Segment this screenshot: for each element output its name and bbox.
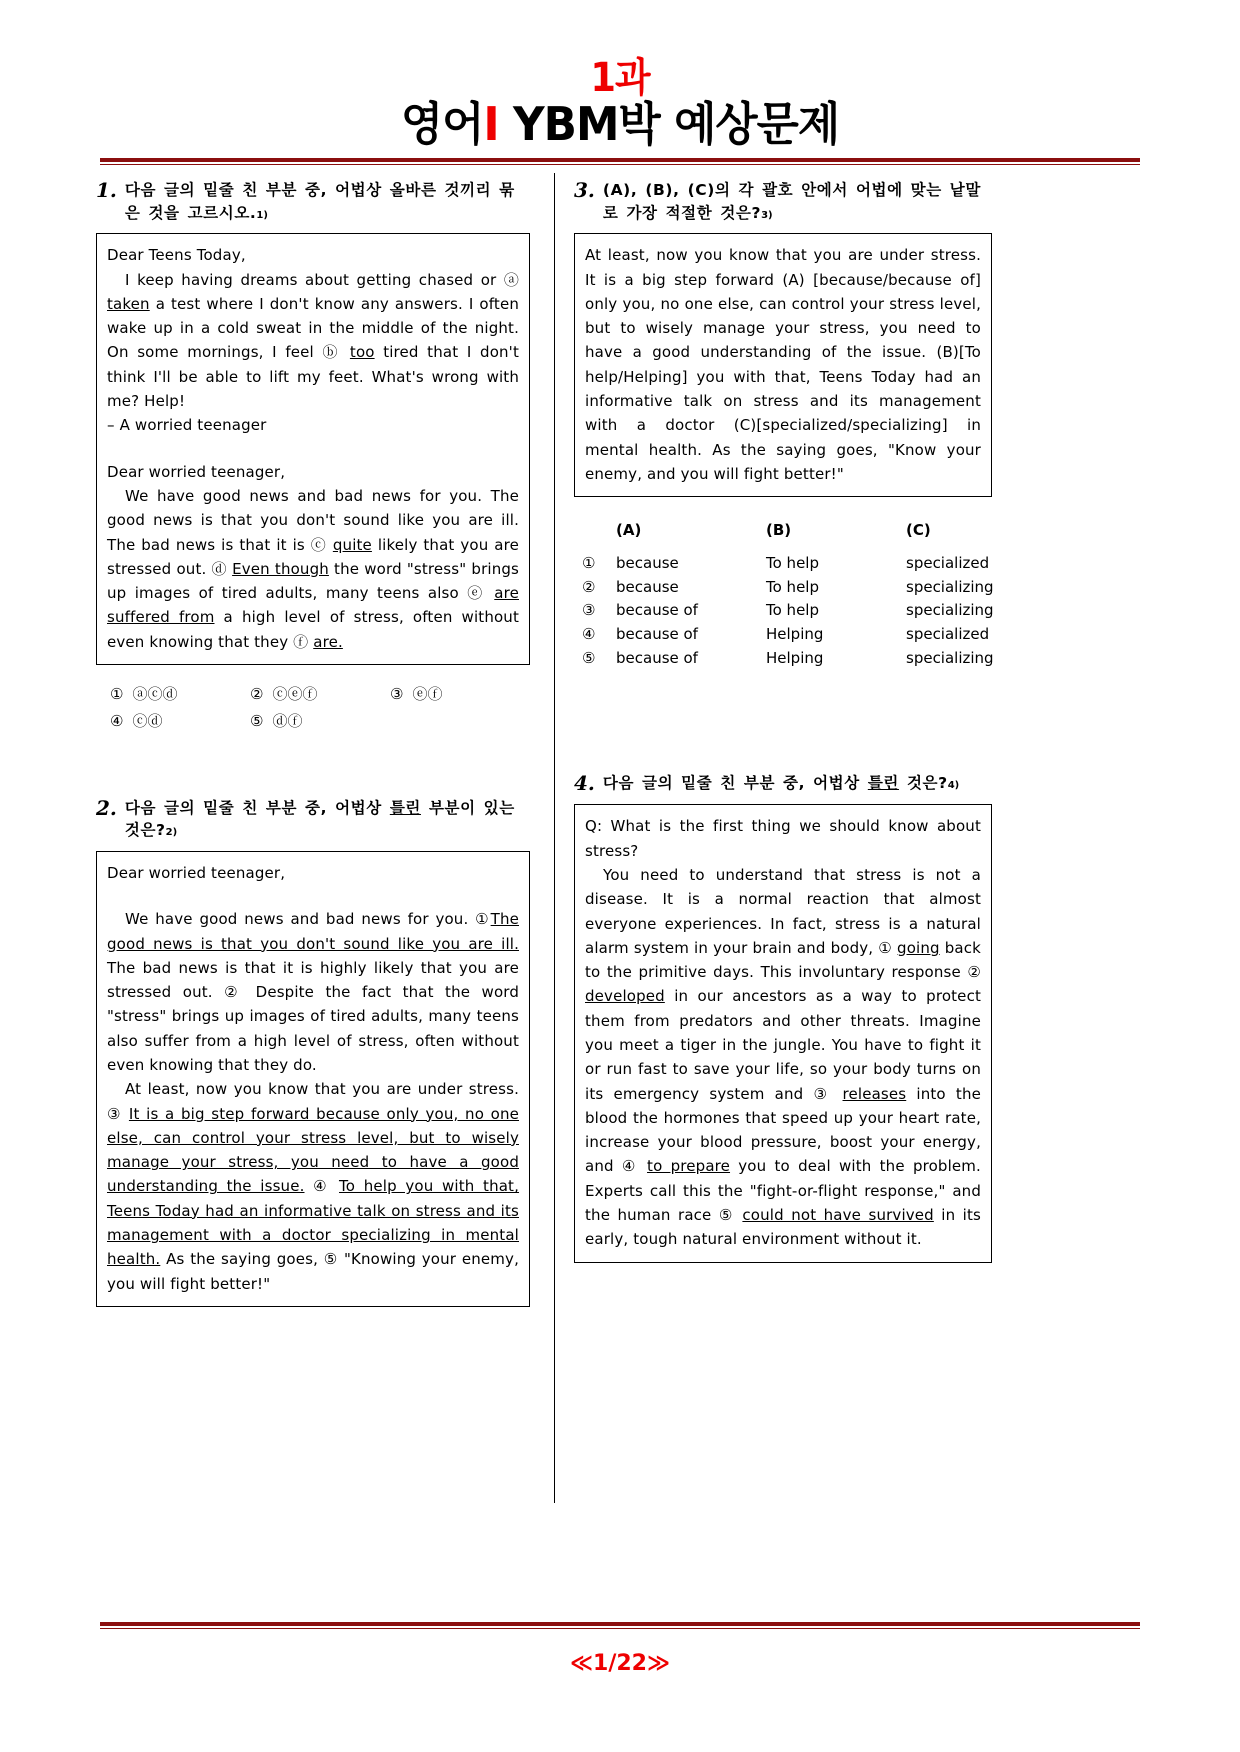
row-4-mark: ④ [582, 624, 596, 643]
question-2-prompt-part1: 다음 글의 밑줄 친 부분 중, 어법상 [124, 798, 390, 817]
q1-salutation: Dear Teens Today, [107, 246, 246, 265]
page-header [0, 0, 1240, 165]
question-4-header [574, 772, 992, 795]
choice-4-mark: ④ [110, 712, 124, 731]
question-4-prompt [603, 772, 992, 794]
q2-salutation: Dear worried teenager, [107, 863, 286, 882]
row-4-b: Helping [766, 624, 824, 643]
title-roman-numeral: Ⅰ [483, 97, 499, 151]
question-2-prompt [125, 797, 530, 842]
q1-signature: – A worried teenager [107, 416, 267, 435]
question-2-prompt-part2: 부분이 있는 것은? [124, 798, 515, 840]
q4-paragraph-1: You need to understand that stress is not a disease. It is a normal reaction that almost everyone experiences. In fact, stress is a natural alarm system in your brain and body, ① going back to the primitive days. This involuntary response ② developed in our ancestors as a way to protect them from predators and other threats. Imagine you meet a tiger in the jungle. You have to fight it or run fast to save your life, so your body turns on its emergency system and ③ releases into the blood the hormones that speed up your heart rate, increase your blood pressure, boost your energy, and ④ to prepare you to deal with the problem. Experts call this the "fight-or-flight response," and the human race ⑤ could not have survived in its early, tough natural environment without it. [585, 865, 981, 1249]
choice-3-text: ⓔⓕ [412, 684, 443, 703]
question-3 [574, 179, 992, 670]
left-column [96, 179, 544, 1503]
question-1-prompt [125, 179, 530, 224]
choice-2-mark: ② [250, 684, 264, 703]
choice-1[interactable] [110, 683, 250, 706]
choice-2-text: ⓒⓔⓕ [272, 684, 318, 703]
row-1-mark: ① [582, 553, 596, 572]
choice-table-header-row [574, 519, 992, 543]
q1-salutation-2: Dear worried teenager, [107, 462, 286, 481]
question-3-prompt-text: (A), (B), (C)의 각 괄호 안에서 어법에 맞는 낱말로 가장 적절한 것은? [602, 181, 981, 222]
question-2-footnote: 2) [165, 827, 178, 839]
q4-question-line: Q: What is the first thing we should know about stress? [585, 817, 981, 860]
row-3-mark: ③ [582, 601, 596, 620]
question-3-passage-box [574, 233, 992, 497]
choice-3-mark: ③ [390, 684, 404, 703]
row-5-mark: ⑤ [582, 648, 596, 667]
question-4-prompt-emphasis: 틀린 [867, 774, 899, 793]
right-column [544, 179, 992, 1503]
row-4-c: specialized [906, 624, 990, 643]
q3-paragraph-1: At least, now you know that you are under stress. It is a big step forward (A) [because/because of] only you, no one else, can control your stress level, but to wisely manage your stress, you need to have a good understanding of the issue. (B)[To help/Helping] you with that, Teens Today had an informative talk on stress and its management with a doctor (C)[specialized/specializing] in mental health. As the saying goes, "Know your enemy, and you will fight better!" [585, 246, 981, 483]
question-4-number: 4. [574, 771, 595, 796]
question-4-footnote: 4) [947, 780, 960, 792]
question-1-number: 1. [96, 178, 117, 203]
column-header-c: (C) [906, 521, 931, 540]
row-1-c: specialized [906, 553, 990, 572]
page-number-indicator: ≪1/22≫ [569, 1651, 671, 1676]
row-4-a: because of [616, 624, 698, 643]
row-3-a: because of [616, 601, 698, 620]
question-3-footnote: 3) [761, 209, 773, 221]
title-suffix: YBM박 예상문제 [498, 97, 840, 151]
choice-2[interactable] [250, 683, 390, 706]
choice-4-text: ⓒⓓ [132, 712, 163, 731]
choice-5-mark: ⑤ [250, 712, 264, 731]
table-row[interactable] [574, 552, 992, 576]
question-3-header [574, 179, 992, 224]
title-prefix: 영어 [400, 97, 484, 151]
question-4 [574, 772, 992, 1262]
q2-spacer [107, 885, 519, 907]
question-4-passage-box [574, 804, 992, 1262]
row-5-a: because of [616, 648, 698, 667]
footer-divider-rule [100, 1622, 1140, 1629]
choice-3[interactable] [390, 683, 530, 706]
table-row[interactable] [574, 599, 992, 623]
choice-1-mark: ① [110, 684, 124, 703]
table-row[interactable] [574, 647, 992, 671]
choice-5[interactable] [250, 710, 390, 733]
q1-spacer [107, 438, 519, 460]
column-divider [554, 173, 555, 1503]
table-row[interactable] [574, 576, 992, 600]
question-2-header [96, 797, 530, 842]
question-1 [96, 179, 530, 733]
question-4-prompt-part1: 다음 글의 밑줄 친 부분 중, 어법상 [602, 774, 868, 793]
question-2-prompt-emphasis: 틀린 [389, 798, 421, 817]
row-1-a: because [616, 553, 679, 572]
question-1-choices [96, 677, 530, 733]
question-2 [96, 797, 530, 1307]
row-3-c: specializing [906, 601, 994, 620]
question-4-prompt-part2: 것은? [898, 774, 948, 793]
question-2-number: 2. [96, 795, 117, 820]
q1-paragraph-1: I keep having dreams about getting chased or ⓐ taken a test where I don't know any answers. I often wake up in a cold sweat in the middle of the night. On some mornings, I feel ⓑ too tired that I don't think I'll be able to lift my feet. What's wrong with me? Help! [107, 270, 519, 411]
choice-1-text: ⓐⓒⓓ [132, 684, 178, 703]
question-2-passage-box [96, 851, 530, 1307]
q2-paragraph-1: We have good news and bad news for you. ①The good news is that you don't sound like you are ill. The bad news is that it is highly likely that you are stressed out. ② Despite the fact that the word "stress" brings up images of tired adults, many teens also suffer from a high level of stress, often without even knowing that they do. [107, 910, 519, 1074]
two-column-body [96, 165, 1144, 1503]
chapter-badge: 1과 [590, 55, 650, 101]
question-3-choice-table [574, 519, 992, 670]
row-5-c: specializing [906, 648, 994, 667]
row-2-mark: ② [582, 577, 596, 596]
question-3-number: 3. [574, 178, 595, 203]
row-2-b: To help [766, 577, 819, 596]
q1-paragraph-2: We have good news and bad news for you. The good news is that you don't sound like you are ill. The bad news is that it is ⓒ quite likely that you are stressed out. ⓓ Even though the word "stress" brings up images of tired adults, many teens also ⓔ are suffered from a high level of stress, often without even knowing that they ⓕ are. [107, 486, 520, 651]
row-3-b: To help [766, 601, 819, 620]
header-divider-rule [100, 158, 1140, 165]
row-2-a: because [616, 577, 679, 596]
row-2-c: specializing [906, 577, 994, 596]
choice-4[interactable] [110, 710, 250, 733]
page-footer [0, 1622, 1240, 1752]
page-title [31, 97, 1209, 151]
question-1-header [96, 179, 530, 224]
row-1-b: To help [766, 553, 819, 572]
column-header-a: (A) [616, 521, 642, 540]
question-1-passage-box [96, 233, 530, 665]
row-5-b: Helping [766, 648, 824, 667]
question-1-prompt-text: 다음 글의 밑줄 친 부분 중, 어법상 올바른 것끼리 묶은 것을 고르시오. [124, 181, 515, 222]
choice-5-text: ⓓⓕ [272, 712, 303, 731]
column-header-b: (B) [766, 521, 792, 540]
table-row[interactable] [574, 623, 992, 647]
question-1-footnote: 1) [256, 209, 268, 221]
question-3-prompt [603, 179, 992, 224]
q2-paragraph-2: At least, now you know that you are under stress. ③ It is a big step forward because only you, no one else, can control your stress level, but to wisely manage your stress, you need to have a good understanding the issue. ④ To help you with that, Teens Today had an informative talk on stress and its management with a doctor specializing in mental health. As the saying goes, ⑤ "Knowing your enemy, you will fight better!" [107, 1080, 520, 1293]
